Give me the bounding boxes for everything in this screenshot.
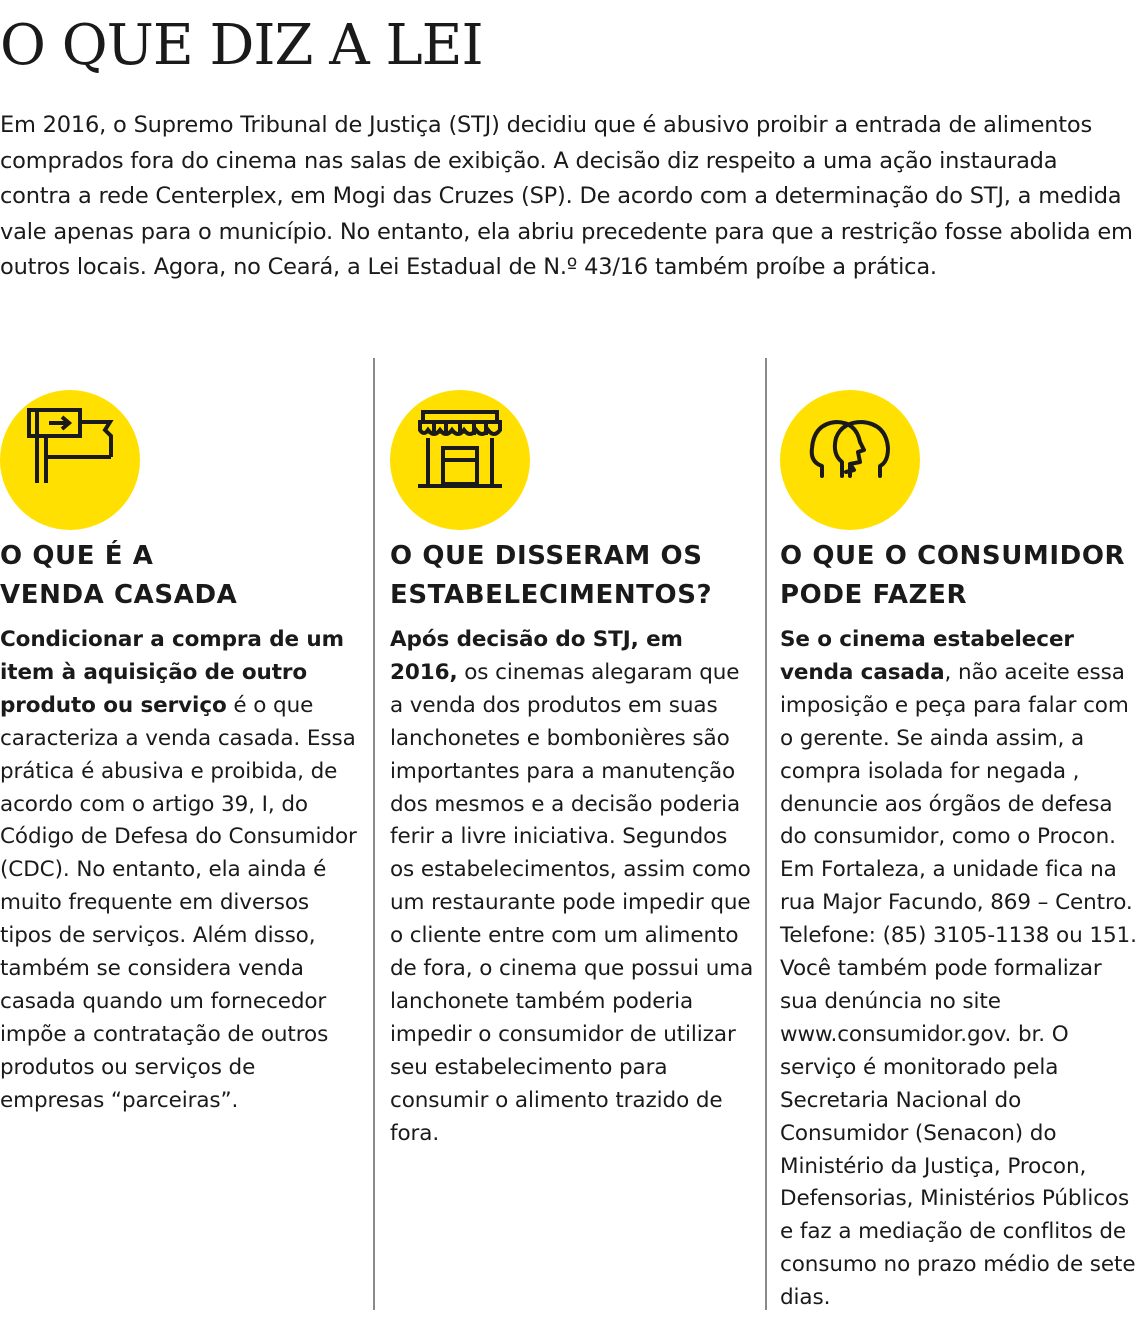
body-bold-lead: Se o cinema estabelecer venda casada bbox=[780, 627, 1074, 685]
body-bold-lead: Condicionar a compra de um item à aquisição de outro produto ou serviço bbox=[0, 627, 344, 718]
page-title: O QUE DIZ A LEI bbox=[0, 13, 483, 78]
column-divider bbox=[373, 358, 375, 1310]
column-body bbox=[780, 624, 1140, 1315]
column-divider bbox=[765, 358, 767, 1310]
storefront-icon bbox=[390, 390, 530, 530]
column-heading: O QUE É A VENDA CASADA bbox=[0, 541, 238, 610]
column-body bbox=[0, 624, 362, 1118]
column-body bbox=[390, 624, 755, 1151]
body-text: , não aceite essa imposição e peça para falar com o gerente. Se ainda assim, a compra isolada for negada , denuncie aos órgãos de defesa do consumidor, como o Procon. Em Fortaleza, a unidade fica na rua Major Facundo, 869 – Centro. Telefone: (85) 3105-1138 ou 151. Você também pode formalizar sua denúncia no site www.consumidor.gov. br. O serviço é monitorado pela Secretaria Nacional do Consumidor (Senacon) do Ministério da Justiça, Procon, Defensorias, Ministérios Públicos e faz a mediação de conflitos de consumo no prazo médio de sete dias. bbox=[780, 659, 1137, 1311]
column-heading: O QUE O CONSUMIDOR PODE FAZER bbox=[780, 541, 1126, 610]
body-bold-lead: Após decisão do STJ, em 2016, bbox=[390, 627, 683, 685]
arrow-sign-icon bbox=[0, 390, 140, 530]
two-heads-icon bbox=[780, 390, 920, 530]
column-heading: O QUE DISSERAM OS ESTABELECIMENTOS? bbox=[390, 541, 713, 610]
body-text: é o que caracteriza a venda casada. Essa prática é abusiva e proibida, de acordo com o artigo 39, I, do Código de Defesa do Consumidor (CDC). No entanto, ela ainda é muito frequente em diversos tipos de serviços. Além disso, também se considera venda casada quando um fornecedor impõe a contratação de outros produtos ou serviços de empresas “parceiras”. bbox=[0, 692, 357, 1113]
body-text: os cinemas alegaram que a venda dos produtos em suas lanchonetes e bombonières são importantes para a manutenção dos mesmos e a decisão poderia ferir a livre iniciativa. Segundos os estabelecimentos, assim como um restaurante pode impedir que o cliente entre com um alimento de fora, o cinema que possui uma lanchonete também poderia impedir o consumidor de utilizar seu estabelecimento para consumir o alimento trazido de fora. bbox=[390, 659, 754, 1146]
intro-paragraph: Em 2016, o Supremo Tribunal de Justiça (STJ) decidiu que é abusivo proibir a entrada de alimentos comprados fora do cinema nas salas de exibição. A decisão diz respeito a uma ação instaurada contra a rede Centerplex, em Mogi das Cruzes (SP). De acordo com a determinação do STJ, a medida vale apenas para o município. No entanto, ela abriu precedente para que a restrição fosse abolida em outros locais. Agora, no Ceará, a Lei Estadual de N.º 43/16 também proíbe a prática. bbox=[0, 112, 1133, 280]
